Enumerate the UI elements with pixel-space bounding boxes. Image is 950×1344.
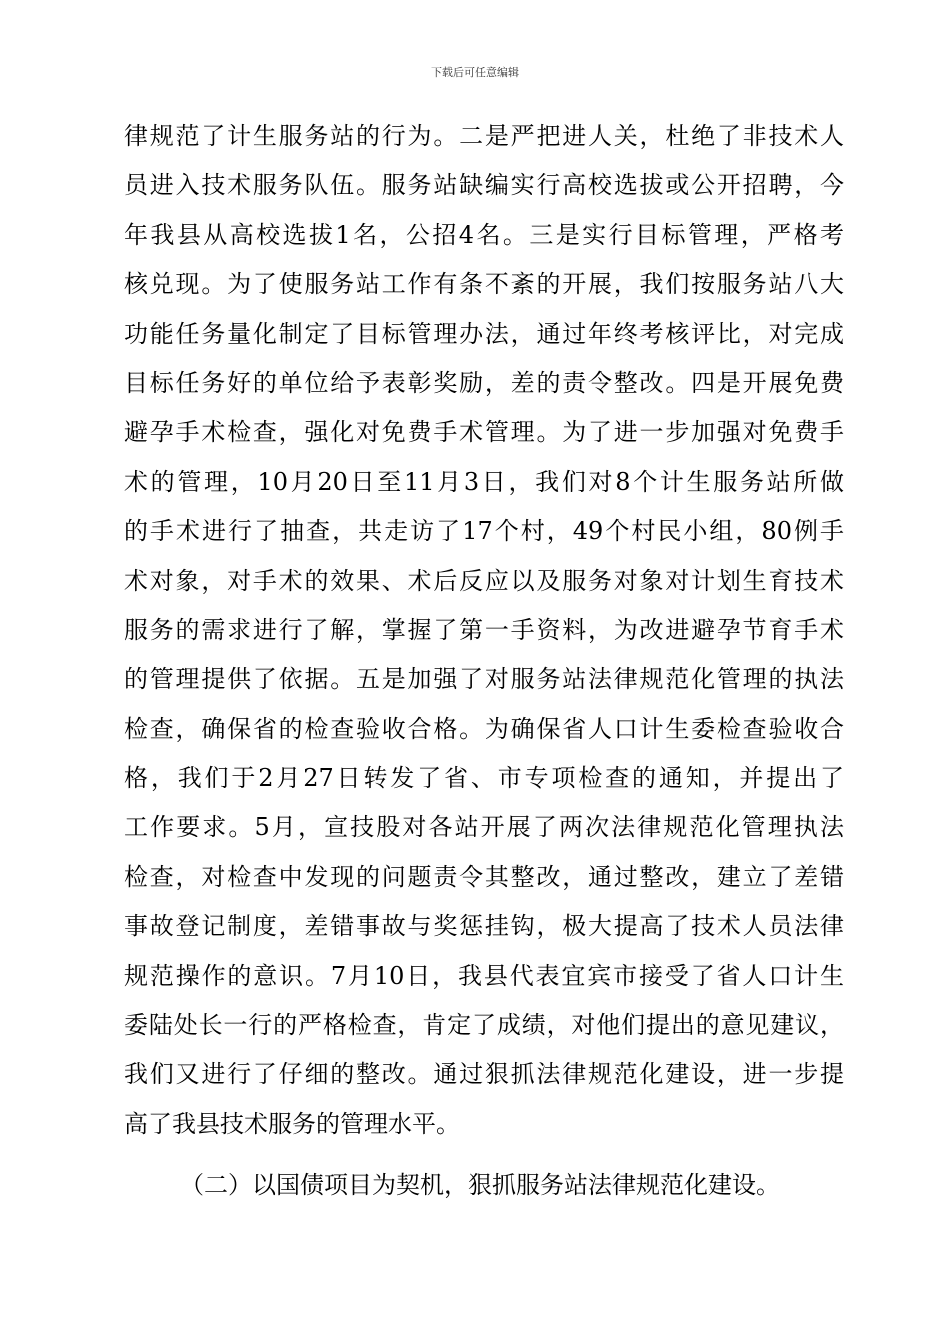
paragraph-line: 的管理提供了依据。五是加强了对服务站法律规范化管理的执法 (124, 665, 844, 694)
paragraph-line: 律规范了计生服务站的行为。二是严把进人关，杜绝了非技术人 (124, 122, 844, 150)
paragraph-line: 委陆处长一行的严格检查，肯定了成绩，对他们提出的意见建议， (124, 1011, 844, 1040)
body-paragraph (124, 112, 844, 1149)
paragraph-line: 术对象，对手术的效果、术后反应以及服务对象对计划生育技术 (124, 566, 844, 595)
paragraph-line: 格，我们于2月27日转发了省、市专项检查的通知，并提出了 (124, 764, 844, 793)
paragraph-line: 的手术进行了抽查，共走访了17个村，49个村民小组，80例手 (124, 517, 844, 546)
paragraph-line: 高了我县技术服务的管理水平。 (124, 1109, 460, 1138)
paragraph-line: 员进入技术服务队伍。服务站缺编实行高校选拔或公开招聘，今 (124, 171, 844, 200)
paragraph-line: 服务的需求进行了解，掌握了第一手资料，为改进避孕节育手术 (124, 615, 844, 644)
page-header: 下载后可任意编辑 (431, 66, 519, 79)
paragraph-line: 核兑现。为了使服务站工作有条不紊的开展，我们按服务站八大 (124, 270, 844, 299)
paragraph-line: 目标任务好的单位给予表彰奖励，差的责令整改。四是开展免费 (124, 368, 844, 397)
paragraph-line: 事故登记制度，差错事故与奖惩挂钩，极大提高了技术人员法律 (124, 912, 844, 941)
paragraph-line: 功能任务量化制定了目标管理办法，通过年终考核评比，对完成 (124, 319, 844, 348)
paragraph-line: 避孕手术检查，强化对免费手术管理。为了进一步加强对免费手 (124, 418, 844, 447)
paragraph-line: 工作要求。5月，宣技股对各站开展了两次法律规范化管理执法 (124, 813, 844, 842)
section-heading: （二）以国债项目为契机，狠抓服务站法律规范化建设。 (180, 1171, 780, 1199)
paragraph-line: 我们又进行了仔细的整改。通过狠抓法律规范化建设，进一步提 (124, 1060, 844, 1089)
paragraph-line: 年我县从高校选拔1名，公招4名。三是实行目标管理，严格考 (124, 220, 844, 249)
paragraph-line: 检查，确保省的检查验收合格。为确保省人口计生委检查验收合 (124, 714, 844, 743)
paragraph-line: 规范操作的意识。7月10日，我县代表宜宾市接受了省人口计生 (124, 961, 844, 990)
paragraph-line: 术的管理，10月20日至11月3日，我们对8个计生服务站所做 (124, 467, 844, 496)
paragraph-line: 检查，对检查中发现的问题责令其整改，通过整改，建立了差错 (124, 862, 844, 891)
